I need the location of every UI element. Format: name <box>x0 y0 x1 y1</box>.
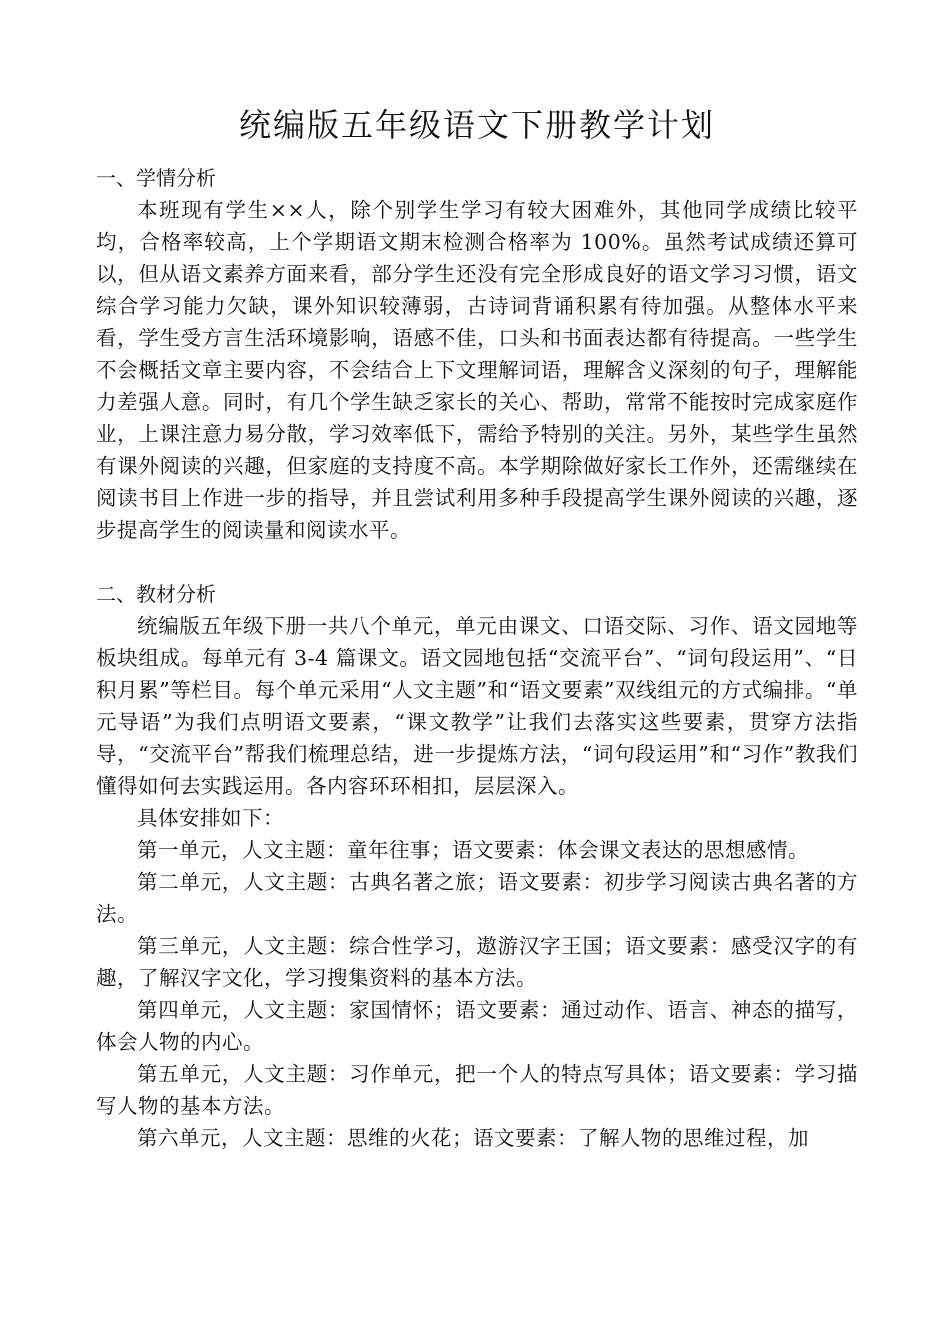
textbook-analysis-paragraph: 统编版五年级下册一共八个单元，单元由课文、口语交际、习作、语文园地等板块组成。每单元有 3-4 篇课文。语文园地包括“交流平台”、“词句段运用”、“日积月累”等栏目。每个单元采用“人文主题”和“语文要素”双线组元的方式编排。“单元导语”为我们点明语文要素，“课文教学”让我们去落实这些要素，贯穿方法指导，“交流平台”帮我们梳理总结，进一步提炼方法，“词句段运用”和“习作”教我们懂得如何去实践运用。各内容环环相扣，层层深入。 <box>96 614 858 798</box>
unit-item: 第二单元，人文主题：古典名著之旅；语文要素：初步学习阅读古典名著的方法。 <box>96 870 858 926</box>
unit-item: 第一单元，人文主题：童年往事；语文要素：体会课文表达的思想感情。 <box>137 838 809 862</box>
student-analysis-paragraph: 本班现有学生××人，除个别学生学习有较大困难外，其他同学成绩比较平均，合格率较高，上个学期语文期末检测合格率为 100%。虽然考试成绩还算可以，但从语文素养方面来看，部分学生还没有完全形成良好的语文学习习惯，语文综合学习能力欠缺，课外知识较薄弱，古诗词背诵积累有待加强。从整体水平来看，学生受方言生活环境影响，语感不佳，口头和书面表达都有待提高。一些学生不会概括文章主要内容，不会结合上下文理解词语，理解含义深刻的句子，理解能力差强人意。同时，有几个学生缺乏家长的关心、帮助，常常不能按时完成家庭作业，上课注意力易分散，学习效率低下，需给予特别的关注。另外，某些学生虽然有课外阅读的兴趣，但家庭的支持度不高。本学期除做好家长工作外，还需继续在阅读书目上作进一步的指导，并且尝试利用多种手段提高学生课外阅读的兴趣，逐步提高学生的阅读量和阅读水平。 <box>96 198 858 542</box>
section-spacer <box>96 546 858 578</box>
section-heading-textbook-analysis: 二、教材分析 <box>96 582 216 606</box>
section-heading-student-analysis: 一、学情分析 <box>96 166 216 190</box>
arrangement-intro: 具体安排如下： <box>137 806 284 830</box>
unit-item: 第四单元，人文主题：家国情怀；语文要素：通过动作、语言、神态的描写，体会人物的内心。 <box>96 998 858 1054</box>
document-title: 统编版五年级语文下册教学计划 <box>238 106 715 144</box>
unit-item: 第五单元，人文主题：习作单元，把一个人的特点写具体；语文要素：学习描写人物的基本方法。 <box>96 1062 858 1118</box>
unit-item: 第六单元，人文主题：思维的火花；语文要素：了解人物的思维过程，加 <box>137 1126 809 1150</box>
unit-item: 第三单元，人文主题：综合性学习，遨游汉字王国；语文要素：感受汉字的有趣，了解汉字文化，学习搜集资料的基本方法。 <box>96 934 858 990</box>
